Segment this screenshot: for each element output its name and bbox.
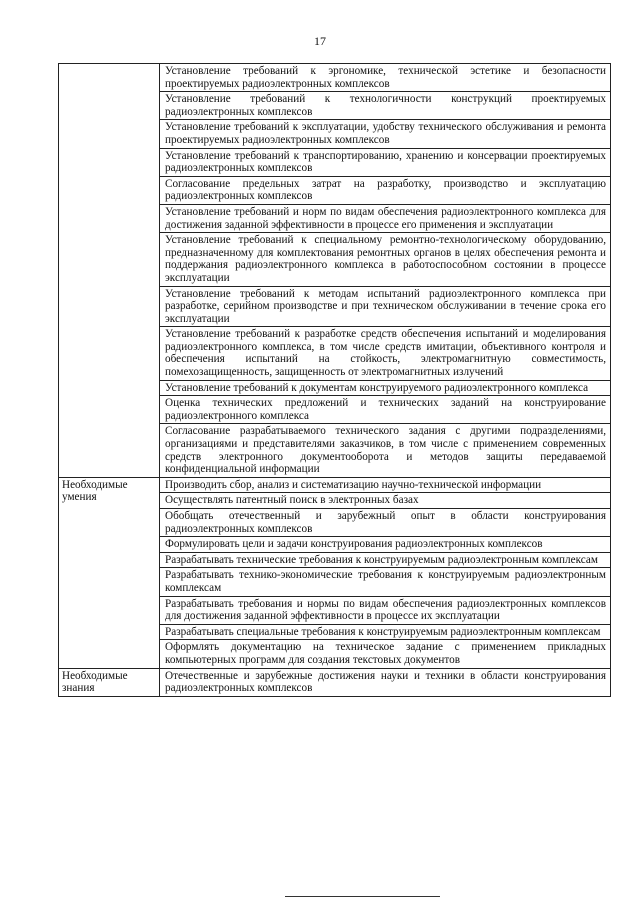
bottom-rule	[285, 896, 440, 897]
requirement-cell: Установление требований к транспортированию, хранению и консервации проектируемых радиоэлектронных комплексов	[160, 148, 611, 176]
table-row	[59, 477, 611, 493]
table-row	[59, 668, 611, 696]
requirement-cell: Отечественные и зарубежные достижения науки и техники в области конструирования радиоэлектронных комплексов	[160, 668, 611, 696]
category-cell	[59, 64, 160, 478]
category-cell: Необходимые знания	[59, 668, 160, 696]
table-body	[59, 64, 611, 697]
requirement-cell: Установление требований к эксплуатации, удобству технического обслуживания и ремонта проектируемых радиоэлектронных комплексов	[160, 120, 611, 148]
requirement-cell: Установление требований к методам испытаний радиоэлектронного комплекса при разработке, серийном производстве и при техническом обслуживании в течение срока его эксплуатации	[160, 286, 611, 327]
table-row	[59, 64, 611, 92]
requirement-cell: Установление требований к технологичности конструкций проектируемых радиоэлектронных комплексов	[160, 92, 611, 120]
requirement-cell: Производить сбор, анализ и систематизацию научно-технической информации	[160, 477, 611, 493]
requirement-cell: Разрабатывать технические требования к конструируемым радиоэлектронным комплексам	[160, 552, 611, 568]
requirement-cell: Разрабатывать специальные требования к конструируемым радиоэлектронным комплексам	[160, 624, 611, 640]
requirement-cell: Согласование разрабатываемого технического задания с другими подразделениями, организациями и представителями заказчиков, в том числе с применением современных средств электронного документооборота и методов защиты передаваемой конфиденциальной информации	[160, 424, 611, 477]
requirement-cell: Установление требований и норм по видам обеспечения радиоэлектронного комплекса для достижения заданной эффективности в процессе его применения и эксплуатации	[160, 204, 611, 232]
page-number: 17	[314, 34, 326, 48]
category-cell: Необходимые умения	[59, 477, 160, 668]
requirement-cell: Установление требований к специальному ремонтно-технологическому оборудованию, предназначенному для комплектования ремонтных органов в целях обеспечения ремонта и поддержания радиоэлектронного комплекса в работоспособном состоянии в процессе эксплуатации	[160, 233, 611, 286]
requirement-cell: Формулировать цели и задачи конструирования радиоэлектронных комплексов	[160, 537, 611, 553]
requirements-table	[58, 63, 611, 697]
requirement-cell: Обобщать отечественный и зарубежный опыт в области конструирования радиоэлектронных комплексов	[160, 509, 611, 537]
requirement-cell: Разрабатывать технико-экономические требования к конструируемым радиоэлектронным комплексам	[160, 568, 611, 596]
requirement-cell: Оформлять документацию на техническое задание с применением прикладных компьютерных программ для создания текстовых документов	[160, 640, 611, 668]
requirement-cell: Установление требований к эргономике, технической эстетике и безопасности проектируемых радиоэлектронных комплексов	[160, 64, 611, 92]
requirement-cell: Установление требований к документам конструируемого радиоэлектронного комплекса	[160, 380, 611, 396]
requirement-cell: Разрабатывать требования и нормы по видам обеспечения радиоэлектронных комплексов для достижения заданной эффективности в процессе их эксплуатации	[160, 596, 611, 624]
requirement-cell: Оценка технических предложений и технических заданий на конструирование радиоэлектронного комплекса	[160, 396, 611, 424]
requirement-cell: Осуществлять патентный поиск в электронных базах	[160, 493, 611, 509]
requirement-cell: Установление требований к разработке средств обеспечения испытаний и моделирования радиоэлектронного комплекса, в том числе средств имитации, объективного контроля и обеспечения испытаний на стойкость, электромагнитную совместимость, помехозащищенность, защищенность от электромагнитных излучений	[160, 327, 611, 380]
requirement-cell: Согласование предельных затрат на разработку, производство и эксплуатацию радиоэлектронных комплексов	[160, 176, 611, 204]
